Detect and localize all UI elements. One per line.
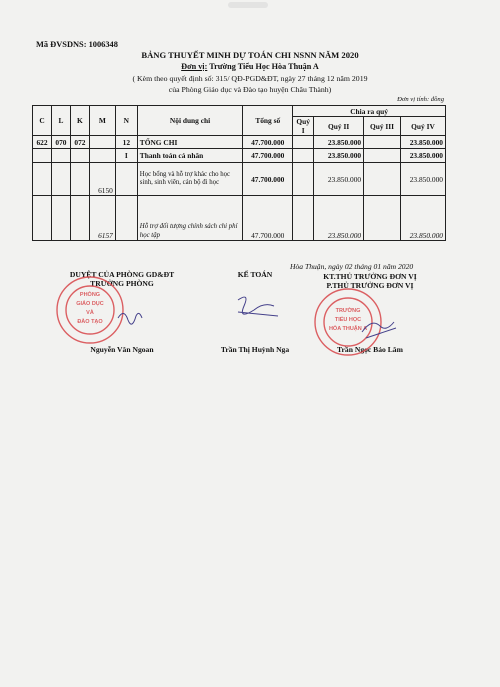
stamp-left-line-1: PHÒNG [79, 292, 101, 298]
cell-content: TỔNG CHI [137, 136, 242, 149]
table-row [33, 163, 446, 196]
cell-c [33, 196, 52, 241]
cell-q1 [293, 149, 314, 163]
col-q2: Quý II [314, 117, 364, 136]
cell-k [70, 149, 89, 163]
col-c: C [33, 106, 52, 136]
accountant-title: KẾ TOÁN [237, 270, 273, 279]
cell-q1 [293, 196, 314, 241]
table-row [33, 196, 446, 241]
approver-block [52, 270, 192, 288]
cell-q2: 23.850.000 [314, 196, 364, 241]
approver-title-2: TRƯỞNG PHÒNG [90, 279, 154, 288]
budget-code: Mã ĐVSDNS: 1006348 [36, 40, 118, 49]
cell-q2: 23.850.000 [314, 163, 364, 196]
accountant-name-block [195, 345, 315, 354]
col-m: M [89, 106, 115, 136]
cell-q4: 23.850.000 [400, 149, 445, 163]
cell-content: Học bổng và hỗ trợ khác cho học sinh, sinh viên, cán bộ đi học [137, 163, 242, 196]
scan-mark [228, 2, 268, 8]
col-q4: Quý IV [400, 117, 445, 136]
cell-k: 072 [70, 136, 89, 149]
stamp-right-line-2: TIỂU HỌC [334, 317, 362, 323]
approver-title-1: DUYỆT CỦA PHÒNG GD&ĐT [69, 270, 175, 279]
stamp-left-line-4: ĐÀO TẠO [77, 319, 103, 325]
cell-l: 070 [51, 136, 70, 149]
col-total: Tổng số [243, 106, 293, 136]
col-q1: Quý I [293, 117, 314, 136]
reference-line-1: ( Kèm theo quyết định số: 315/ QĐ-PGD&ĐT, ngày 27 tháng 12 năm 2019 [132, 74, 368, 83]
col-n: N [115, 106, 137, 136]
approver-name-block [52, 345, 192, 354]
stamp-left-line-2: GIÁO DỤC [76, 301, 104, 307]
cell-total: 47.700.000 [243, 136, 293, 149]
accountant-signature [238, 297, 278, 316]
cell-total: 47.700.000 [243, 196, 293, 241]
table-row [33, 149, 446, 163]
signing-date: Hòa Thuận, ngày 02 tháng 01 năm 2020 [290, 262, 414, 271]
header-row-1 [33, 106, 446, 117]
accountant-name: Trần Thị Huỳnh Nga [220, 345, 290, 354]
accountant-block [195, 270, 315, 279]
unit-line [0, 62, 500, 71]
stamp-left-line-3: VÀ [86, 310, 94, 316]
cell-q3 [364, 136, 401, 149]
head-block [300, 272, 440, 290]
col-split: Chia ra quý [293, 106, 446, 117]
col-l: L [51, 106, 70, 136]
cell-n [115, 196, 137, 241]
cell-q1 [293, 136, 314, 149]
cell-n [115, 163, 137, 196]
cell-m [89, 149, 115, 163]
head-name-block [300, 345, 440, 354]
cell-m: 6150 [89, 163, 115, 196]
cell-q2: 23.850.000 [314, 136, 364, 149]
cell-m: 6157 [89, 196, 115, 241]
cell-m [89, 136, 115, 149]
table-row [33, 136, 446, 149]
cell-q2: 23.850.000 [314, 149, 364, 163]
cell-q1 [293, 163, 314, 196]
cell-q3 [364, 196, 401, 241]
col-k: K [70, 106, 89, 136]
head-name: Trần Ngọc Bảo Lâm [337, 345, 403, 354]
cell-q4: 23.850.000 [400, 136, 445, 149]
cell-c [33, 163, 52, 196]
cell-q4: 23.850.000 [400, 196, 445, 241]
cell-n: I [115, 149, 137, 163]
col-q3: Quý III [364, 117, 401, 136]
head-title-2: P.THỦ TRƯỞNG ĐƠN VỊ [326, 281, 414, 290]
cell-q3 [364, 163, 401, 196]
approver-name: Nguyễn Văn Ngoan [90, 345, 154, 354]
cell-n: 12 [115, 136, 137, 149]
cell-l [51, 149, 70, 163]
head-signature [362, 322, 396, 338]
cell-total: 47.700.000 [243, 149, 293, 163]
head-title-1: KT.THỦ TRƯỞNG ĐƠN VỊ [323, 272, 417, 281]
stamp-right-line-1: TRƯỜNG [335, 308, 361, 314]
unit-name: Trường Tiểu Học Hòa Thuận A [209, 62, 319, 71]
col-content: Nội dung chi [137, 106, 242, 136]
cell-l [51, 196, 70, 241]
budget-table [32, 105, 446, 241]
reference-line-2: của Phòng Giáo dục và Đào tạo huyện Châu Thành) [168, 85, 332, 94]
document-title: BẢNG THUYẾT MINH DỰ TOÁN CHI NSNN NĂM 2020 [141, 50, 359, 60]
stamp-right-line-3: HÒA THUẬN A [328, 326, 368, 332]
cell-q3 [364, 149, 401, 163]
cell-content: Hỗ trợ đối tượng chính sách chi phí học tập [137, 196, 242, 241]
cell-k [70, 196, 89, 241]
cell-content: Thanh toán cá nhân [137, 149, 242, 163]
cell-l [51, 163, 70, 196]
cell-k [70, 163, 89, 196]
unit-prefix: Đơn vị: [181, 62, 208, 71]
cell-c [33, 149, 52, 163]
money-unit: Đơn vị tính: đồng [397, 96, 444, 103]
cell-q4: 23.850.000 [400, 163, 445, 196]
approver-signature [118, 313, 142, 324]
cell-total: 47.700.000 [243, 163, 293, 196]
cell-c: 622 [33, 136, 52, 149]
